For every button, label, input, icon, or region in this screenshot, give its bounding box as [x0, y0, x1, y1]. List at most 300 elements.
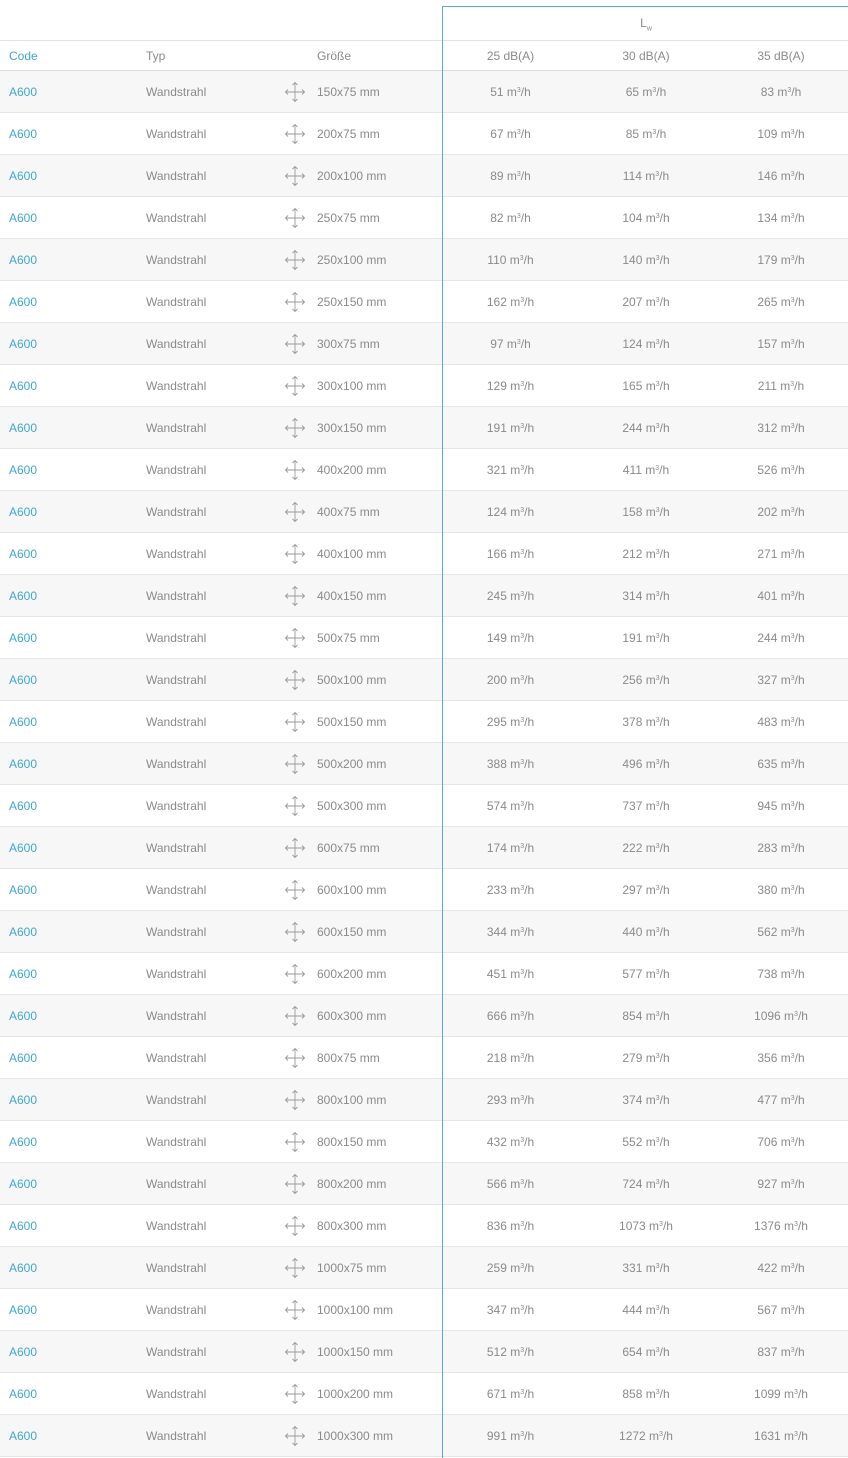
type-cell: Wandstrahl: [146, 126, 207, 141]
size-cell: 1000x100 mm: [317, 1302, 394, 1317]
type-cell: Wandstrahl: [146, 588, 207, 603]
size-cell: 600x100 mm: [317, 882, 387, 897]
airflow-30db-cell: 496 m $^3$ /h: [622, 756, 670, 771]
code-link[interactable]: A600: [9, 756, 38, 771]
unit-exponent: 3: [655, 1053, 660, 1060]
table-row: [0, 953, 848, 995]
code-link[interactable]: A600: [9, 672, 38, 687]
airflow-25db-cell: 129 m $^3$ /h: [486, 378, 535, 393]
unit-exponent: 3: [520, 297, 525, 304]
unit-exponent: 3: [520, 633, 525, 640]
type-cell: Wandstrahl: [146, 1344, 207, 1359]
code-link[interactable]: A600: [9, 252, 38, 267]
airflow-25db-cell: 110 m $^3$ /h: [487, 252, 534, 267]
airflow-30db-cell: 114 m $^3$ /h: [622, 168, 670, 183]
unit-exponent: 3: [520, 759, 525, 766]
move-arrows-icon: [283, 1247, 307, 1288]
airflow-30db-cell: 244 m $^3$ /h: [622, 420, 670, 435]
airflow-35db-cell: 134 m $^3$ /h: [757, 210, 805, 225]
column-header-35db: 35 dB(A): [757, 48, 805, 63]
size-cell: 800x150 mm: [317, 1134, 387, 1149]
sound-power-group: [442, 6, 848, 40]
code-link[interactable]: A600: [9, 630, 38, 645]
airflow-30db-cell: 222 m $^3$ /h: [622, 840, 670, 855]
unit-exponent: 3: [655, 759, 660, 766]
unit-exponent: 3: [790, 801, 795, 808]
move-arrows-icon: [283, 743, 307, 784]
airflow-25db-cell: 89 m $^3$ /h: [490, 168, 531, 183]
table-row: [0, 323, 848, 365]
airflow-35db-cell: 945 m $^3$ /h: [757, 798, 805, 813]
column-header-typ: Typ: [146, 48, 166, 63]
unit-exponent: 3: [520, 1431, 525, 1438]
size-cell: 200x75 mm: [317, 126, 380, 141]
size-cell: 1000x150 mm: [317, 1344, 394, 1359]
unit-exponent: 3: [790, 843, 795, 850]
unit-exponent: 3: [520, 927, 525, 934]
airflow-30db-cell: 85 m $^3$ /h: [625, 126, 667, 141]
unit-exponent: 3: [655, 381, 660, 388]
code-link[interactable]: A600: [9, 966, 38, 981]
code-link[interactable]: A600: [9, 1386, 38, 1401]
unit-exponent: 3: [655, 591, 660, 598]
column-header-size: Größe: [317, 48, 352, 63]
airflow-35db-cell: 562 m $^3$ /h: [757, 924, 805, 939]
airflow-30db-cell: 279 m $^3$ /h: [622, 1050, 670, 1065]
unit-exponent: 3: [794, 1431, 798, 1438]
move-arrows-icon: [283, 911, 307, 952]
airflow-35db-cell: 109 m $^3$ /h: [757, 126, 805, 141]
table-group-header: [0, 0, 848, 40]
type-cell: Wandstrahl: [146, 336, 207, 351]
table-row: [0, 491, 848, 533]
unit-exponent: 3: [790, 633, 795, 640]
move-arrows-icon: [283, 575, 307, 616]
code-link[interactable]: A600: [9, 1134, 38, 1149]
size-cell: 500x100 mm: [317, 672, 387, 687]
unit-exponent: 3: [520, 801, 525, 808]
size-cell: 200x100 mm: [317, 168, 387, 183]
table-row: [0, 1205, 848, 1247]
size-cell: 250x75 mm: [317, 210, 380, 225]
code-link[interactable]: A600: [9, 1092, 38, 1107]
size-cell: 400x75 mm: [317, 504, 380, 519]
size-cell: 500x150 mm: [317, 714, 387, 729]
airflow-30db-cell: 140 m $^3$ /h: [622, 252, 670, 267]
airflow-30db-cell: 104 m $^3$ /h: [622, 210, 670, 225]
type-cell: Wandstrahl: [146, 252, 207, 267]
unit-exponent: 3: [790, 297, 795, 304]
type-cell: Wandstrahl: [146, 504, 207, 519]
unit-exponent: 3: [655, 423, 660, 430]
unit-exponent: 3: [790, 1137, 795, 1144]
size-cell: 400x150 mm: [317, 588, 387, 603]
airflow-35db-cell: 356 m $^3$ /h: [757, 1050, 805, 1065]
airflow-30db-cell: 737 m $^3$ /h: [622, 798, 670, 813]
code-link[interactable]: A600: [9, 1260, 38, 1275]
unit-exponent: 3: [655, 1179, 660, 1186]
code-link[interactable]: A600: [9, 336, 38, 351]
airflow-30db-cell: 374 m $^3$ /h: [622, 1092, 670, 1107]
code-link[interactable]: A600: [9, 588, 38, 603]
type-cell: Wandstrahl: [146, 294, 207, 309]
airflow-25db-cell: 344 m $^3$ /h: [486, 924, 535, 939]
sound-power-symbol: L: [640, 16, 647, 30]
unit-exponent: 3: [790, 717, 795, 724]
airflow-30db-cell: 854 m $^3$ /h: [622, 1008, 670, 1023]
unit-exponent: 3: [655, 969, 660, 976]
airflow-25db-cell: 67 m $^3$ /h: [490, 126, 531, 141]
airflow-35db-cell: 567 m $^3$ /h: [757, 1302, 805, 1317]
code-link[interactable]: A600: [9, 126, 38, 141]
airflow-35db-cell: 706 m $^3$ /h: [757, 1134, 805, 1149]
move-arrows-icon: [283, 1079, 307, 1120]
airflow-30db-cell: 65 m $^3$ /h: [625, 84, 667, 99]
type-cell: Wandstrahl: [146, 1176, 207, 1191]
code-link[interactable]: A600: [9, 1428, 38, 1443]
type-cell: Wandstrahl: [146, 420, 207, 435]
sound-power-label: [443, 16, 848, 32]
airflow-35db-cell: 380 m $^3$ /h: [757, 882, 805, 897]
code-link[interactable]: A600: [9, 504, 38, 519]
airflow-35db-cell: 837 m $^3$ /h: [757, 1344, 805, 1359]
size-cell: 300x75 mm: [317, 336, 380, 351]
airflow-25db-cell: 574 m $^3$ /h: [486, 798, 535, 813]
unit-exponent: 3: [520, 1053, 525, 1060]
unit-exponent: 3: [520, 1137, 525, 1144]
airflow-25db-cell: 836 m $^3$ /h: [486, 1218, 535, 1233]
move-arrows-icon: [283, 449, 307, 490]
table-row: [0, 869, 848, 911]
airflow-30db-cell: 207 m $^3$ /h: [622, 294, 670, 309]
code-link[interactable]: A600: [9, 798, 38, 813]
size-cell: 800x300 mm: [317, 1218, 387, 1233]
table-row: [0, 1415, 848, 1457]
move-arrows-icon: [283, 197, 307, 238]
unit-exponent: 3: [794, 1389, 798, 1396]
airflow-30db-cell: 444 m $^3$ /h: [622, 1302, 670, 1317]
move-arrows-icon: [283, 113, 307, 154]
airflow-35db-cell: 526 m $^3$ /h: [757, 462, 805, 477]
unit-exponent: 3: [655, 927, 660, 934]
unit-exponent: 3: [520, 591, 525, 598]
type-cell: Wandstrahl: [146, 1302, 207, 1317]
type-cell: Wandstrahl: [146, 462, 207, 477]
unit-exponent: 3: [790, 339, 795, 346]
unit-exponent: 3: [790, 969, 795, 976]
airflow-30db-cell: 378 m $^3$ /h: [622, 714, 670, 729]
type-cell: Wandstrahl: [146, 210, 207, 225]
table-row: [0, 827, 848, 869]
unit-exponent: 3: [655, 255, 660, 262]
move-arrows-icon: [283, 995, 307, 1036]
size-cell: 400x200 mm: [317, 462, 387, 477]
table-row: [0, 365, 848, 407]
unit-exponent: 3: [516, 171, 521, 178]
airflow-35db-cell: 146 m $^3$ /h: [757, 168, 805, 183]
code-link[interactable]: A600: [9, 462, 38, 477]
airflow-35db-cell: 483 m $^3$ /h: [757, 714, 805, 729]
table-row: [0, 449, 848, 491]
airflow-25db-cell: 666 m $^3$ /h: [486, 1008, 535, 1023]
unit-exponent: 3: [520, 675, 525, 682]
unit-exponent: 3: [655, 549, 660, 556]
unit-exponent: 3: [790, 1305, 795, 1312]
unit-exponent: 3: [520, 423, 525, 430]
size-cell: 300x100 mm: [317, 378, 387, 393]
unit-exponent: 3: [655, 507, 660, 514]
airflow-35db-cell: 271 m $^3$ /h: [757, 546, 805, 561]
table-row: [0, 911, 848, 953]
airflow-30db-cell: 256 m $^3$ /h: [622, 672, 670, 687]
unit-exponent: 3: [790, 927, 795, 934]
unit-exponent: 3: [790, 1179, 795, 1186]
code-link[interactable]: A600: [9, 1008, 38, 1023]
airflow-35db-cell: 83 m $^3$ /h: [760, 84, 802, 99]
unit-exponent: 3: [790, 129, 795, 136]
move-arrows-icon: [283, 1037, 307, 1078]
airflow-25db-cell: 671 m $^3$ /h: [486, 1386, 535, 1401]
airflow-25db-cell: 97 m $^3$ /h: [490, 336, 531, 351]
move-arrows-icon: [283, 407, 307, 448]
airflow-30db-cell: 124 m $^3$ /h: [622, 336, 670, 351]
unit-exponent: 3: [520, 717, 525, 724]
unit-exponent: 3: [520, 1011, 525, 1018]
unit-exponent: 3: [790, 171, 795, 178]
unit-exponent: 3: [520, 969, 525, 976]
code-link[interactable]: A600: [9, 924, 38, 939]
airflow-35db-cell: 422 m $^3$ /h: [757, 1260, 805, 1275]
airflow-25db-cell: 293 m $^3$ /h: [486, 1092, 535, 1107]
unit-exponent: 3: [787, 87, 792, 94]
size-cell: 1000x75 mm: [317, 1260, 387, 1275]
airflow-25db-cell: 245 m $^3$ /h: [486, 588, 535, 603]
unit-exponent: 3: [655, 297, 660, 304]
table-row: [0, 1331, 848, 1373]
airflow-25db-cell: 162 m $^3$ /h: [486, 294, 535, 309]
airflow-25db-cell: 166 m $^3$ /h: [486, 546, 535, 561]
airflow-35db-cell: 1631 m $^3$ /h: [754, 1428, 808, 1443]
airflow-30db-cell: 165 m $^3$ /h: [622, 378, 670, 393]
type-cell: Wandstrahl: [146, 840, 207, 855]
unit-exponent: 3: [655, 717, 660, 724]
unit-exponent: 3: [790, 1263, 795, 1270]
airflow-30db-cell: 1073 m $^3$ /h: [619, 1218, 673, 1233]
code-link[interactable]: A600: [9, 1176, 38, 1191]
airflow-25db-cell: 233 m $^3$ /h: [486, 882, 535, 897]
sound-power-subscript: w: [646, 25, 652, 33]
airflow-25db-cell: 191 m $^3$ /h: [486, 420, 535, 435]
code-link[interactable]: A600: [9, 378, 38, 393]
move-arrows-icon: [283, 1331, 307, 1372]
airflow-30db-cell: 297 m $^3$ /h: [622, 882, 670, 897]
unit-exponent: 3: [790, 1347, 795, 1354]
unit-exponent: 3: [790, 1053, 795, 1060]
size-cell: 300x150 mm: [317, 420, 387, 435]
code-link[interactable]: A600: [9, 714, 38, 729]
airflow-35db-cell: 327 m $^3$ /h: [757, 672, 805, 687]
unit-exponent: 3: [655, 171, 660, 178]
airflow-35db-cell: 1096 m $^3$ /h: [754, 1008, 808, 1023]
move-arrows-icon: [283, 365, 307, 406]
unit-exponent: 3: [516, 339, 521, 346]
type-cell: Wandstrahl: [146, 1092, 207, 1107]
airflow-25db-cell: 149 m $^3$ /h: [486, 630, 535, 645]
size-cell: 600x150 mm: [317, 924, 387, 939]
airflow-30db-cell: 212 m $^3$ /h: [622, 546, 670, 561]
move-arrows-icon: [283, 1289, 307, 1330]
airflow-30db-cell: 440 m $^3$ /h: [622, 924, 670, 939]
type-cell: Wandstrahl: [146, 378, 207, 393]
table-row: [0, 1037, 848, 1079]
airflow-25db-cell: 124 m $^3$ /h: [486, 504, 535, 519]
code-link[interactable]: A600: [9, 84, 38, 99]
unit-exponent: 3: [520, 1221, 525, 1228]
column-header-code[interactable]: Code: [9, 48, 38, 63]
airflow-25db-cell: 218 m $^3$ /h: [486, 1050, 535, 1065]
airflow-35db-cell: 477 m $^3$ /h: [757, 1092, 805, 1107]
unit-exponent: 3: [516, 87, 521, 94]
size-cell: 800x200 mm: [317, 1176, 387, 1191]
unit-exponent: 3: [655, 843, 660, 850]
airflow-30db-cell: 411 m $^3$ /h: [622, 462, 670, 477]
unit-exponent: 3: [790, 507, 795, 514]
size-cell: 1000x200 mm: [317, 1386, 394, 1401]
airflow-25db-cell: 432 m $^3$ /h: [486, 1134, 535, 1149]
airflow-35db-cell: 312 m $^3$ /h: [757, 420, 805, 435]
move-arrows-icon: [283, 1163, 307, 1204]
airflow-25db-cell: 174 m $^3$ /h: [486, 840, 535, 855]
move-arrows-icon: [283, 281, 307, 322]
unit-exponent: 3: [520, 549, 525, 556]
airflow-35db-cell: 244 m $^3$ /h: [757, 630, 805, 645]
size-cell: 800x75 mm: [317, 1050, 380, 1065]
unit-exponent: 3: [794, 1221, 798, 1228]
unit-exponent: 3: [520, 381, 525, 388]
airflow-25db-cell: 991 m $^3$ /h: [486, 1428, 535, 1443]
code-link[interactable]: A600: [9, 1218, 38, 1233]
table-row: [0, 1247, 848, 1289]
code-link[interactable]: A600: [9, 420, 38, 435]
type-cell: Wandstrahl: [146, 966, 207, 981]
table-row: [0, 617, 848, 659]
unit-exponent: 3: [655, 801, 660, 808]
unit-exponent: 3: [516, 129, 521, 136]
code-link[interactable]: A600: [9, 1050, 38, 1065]
type-cell: Wandstrahl: [146, 1218, 207, 1233]
unit-exponent: 3: [655, 1305, 660, 1312]
airflow-35db-cell: 211 m $^3$ /h: [757, 378, 805, 393]
code-link[interactable]: A600: [9, 882, 38, 897]
airflow-35db-cell: 157 m $^3$ /h: [757, 336, 805, 351]
move-arrows-icon: [283, 155, 307, 196]
table-row: [0, 575, 848, 617]
unit-exponent: 3: [652, 87, 657, 94]
unit-exponent: 3: [790, 591, 795, 598]
type-cell: Wandstrahl: [146, 798, 207, 813]
move-arrows-icon: [283, 1415, 307, 1456]
table-row: [0, 785, 848, 827]
airflow-30db-cell: 858 m $^3$ /h: [622, 1386, 670, 1401]
size-cell: 600x75 mm: [317, 840, 380, 855]
airflow-35db-cell: 927 m $^3$ /h: [757, 1176, 805, 1191]
airflow-35db-cell: 202 m $^3$ /h: [757, 504, 805, 519]
code-link[interactable]: A600: [9, 840, 38, 855]
unit-exponent: 3: [520, 885, 525, 892]
airflow-25db-cell: 51 m $^3$ /h: [490, 84, 531, 99]
table-row: [0, 533, 848, 575]
move-arrows-icon: [283, 617, 307, 658]
unit-exponent: 3: [655, 1263, 660, 1270]
table-row: [0, 1163, 848, 1205]
column-header-25db: 25 dB(A): [486, 48, 535, 63]
unit-exponent: 3: [520, 465, 525, 472]
unit-exponent: 3: [520, 1179, 525, 1186]
move-arrows-icon: [283, 1373, 307, 1414]
airflow-25db-cell: 295 m $^3$ /h: [486, 714, 535, 729]
airflow-30db-cell: 191 m $^3$ /h: [622, 630, 670, 645]
airflow-35db-cell: 283 m $^3$ /h: [757, 840, 805, 855]
code-link[interactable]: A600: [9, 1344, 38, 1359]
airflow-25db-cell: 512 m $^3$ /h: [486, 1344, 535, 1359]
unit-exponent: 3: [655, 1095, 660, 1102]
table-row: [0, 113, 848, 155]
unit-exponent: 3: [520, 843, 525, 850]
table-row: [0, 197, 848, 239]
unit-exponent: 3: [520, 1095, 525, 1102]
unit-exponent: 3: [516, 213, 521, 220]
table-row: [0, 1079, 848, 1121]
unit-exponent: 3: [790, 213, 795, 220]
type-cell: Wandstrahl: [146, 672, 207, 687]
table-row: [0, 239, 848, 281]
size-cell: 500x300 mm: [317, 798, 387, 813]
type-cell: Wandstrahl: [146, 1386, 207, 1401]
size-cell: 800x100 mm: [317, 1092, 387, 1107]
airflow-35db-cell: 738 m $^3$ /h: [757, 966, 805, 981]
airflow-25db-cell: 200 m $^3$ /h: [486, 672, 535, 687]
unit-exponent: 3: [790, 465, 795, 472]
table-row: [0, 659, 848, 701]
unit-exponent: 3: [655, 465, 660, 472]
code-link[interactable]: A600: [9, 1302, 38, 1317]
type-cell: Wandstrahl: [146, 714, 207, 729]
airflow-35db-cell: 635 m $^3$ /h: [757, 756, 805, 771]
code-link[interactable]: A600: [9, 168, 38, 183]
column-header-30db: 30 dB(A): [622, 48, 670, 63]
move-arrows-icon: [283, 785, 307, 826]
table-row: [0, 1289, 848, 1331]
unit-exponent: 3: [655, 633, 660, 640]
unit-exponent: 3: [790, 423, 795, 430]
unit-exponent: 3: [655, 1011, 660, 1018]
type-cell: Wandstrahl: [146, 1134, 207, 1149]
unit-exponent: 3: [520, 1305, 525, 1312]
code-link[interactable]: A600: [9, 210, 38, 225]
unit-exponent: 3: [790, 381, 795, 388]
type-cell: Wandstrahl: [146, 168, 207, 183]
code-link[interactable]: A600: [9, 546, 38, 561]
unit-exponent: 3: [519, 255, 524, 262]
airflow-35db-cell: 1099 m $^3$ /h: [754, 1386, 808, 1401]
type-cell: Wandstrahl: [146, 882, 207, 897]
airflow-35db-cell: 1376 m $^3$ /h: [754, 1218, 808, 1233]
code-link[interactable]: A600: [9, 294, 38, 309]
size-cell: 250x100 mm: [317, 252, 387, 267]
type-cell: Wandstrahl: [146, 924, 207, 939]
unit-exponent: 3: [794, 1011, 798, 1018]
unit-exponent: 3: [655, 1389, 660, 1396]
